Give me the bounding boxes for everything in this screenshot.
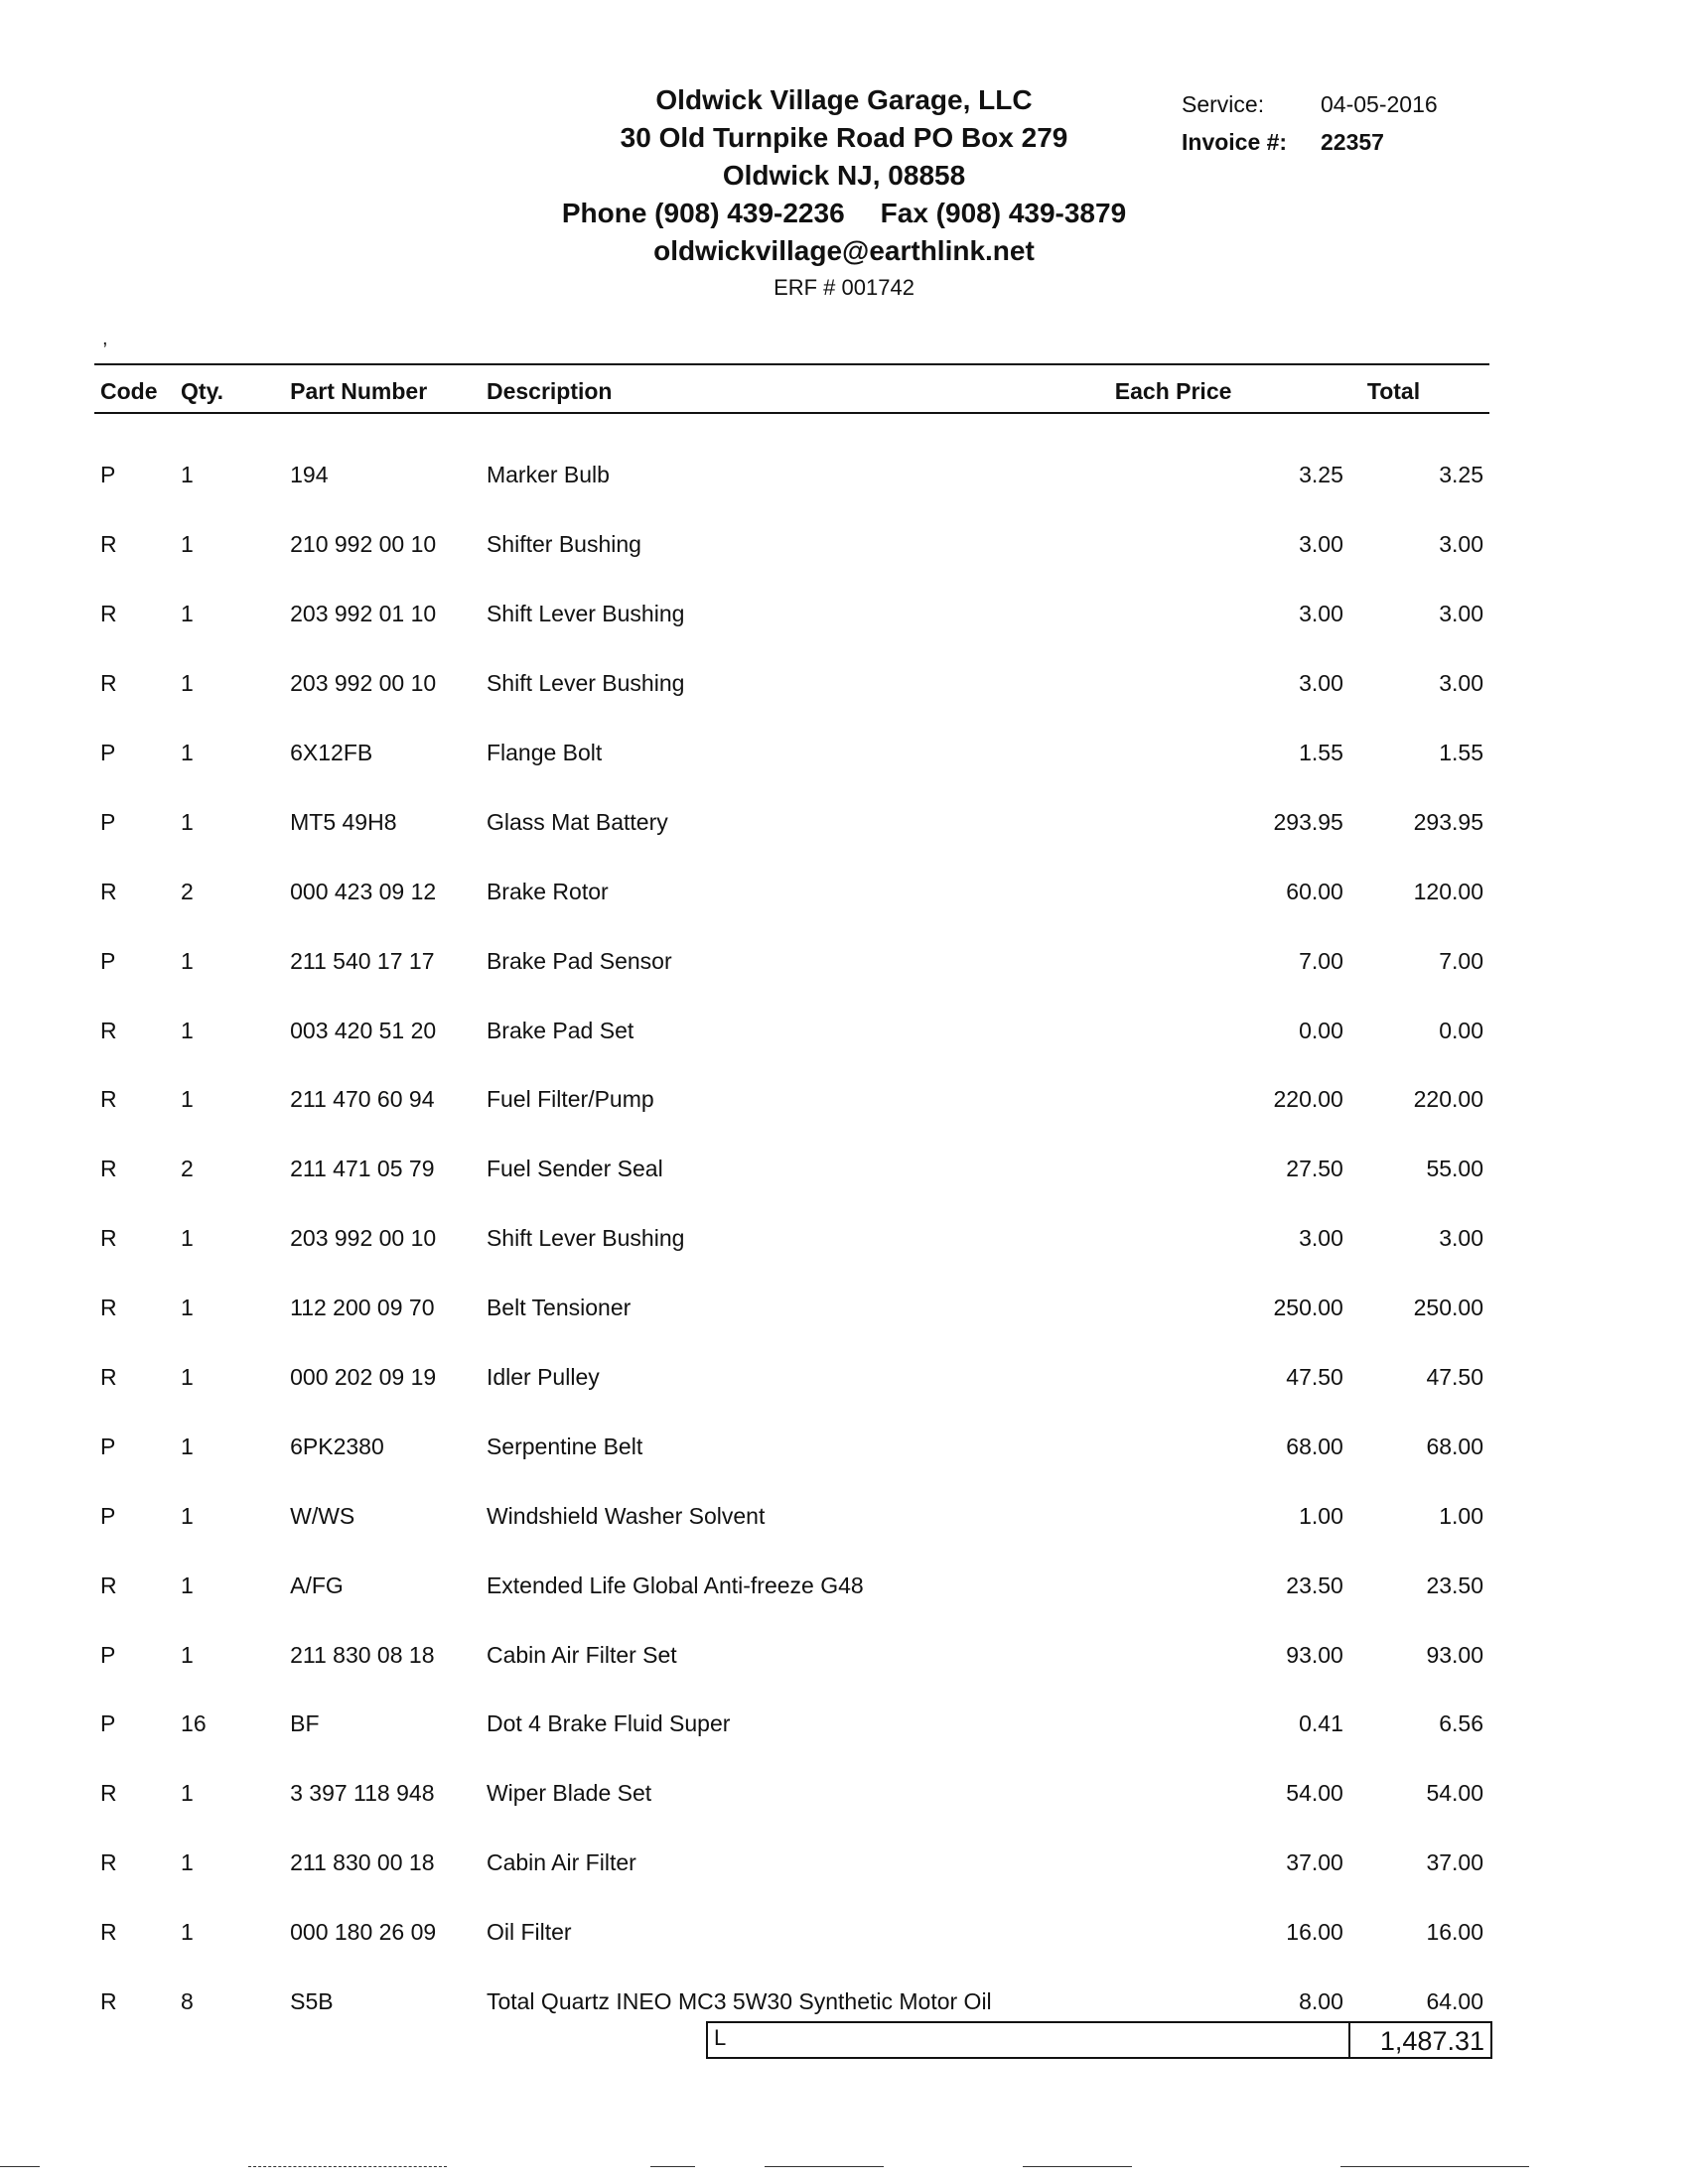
- table-row: [94, 1343, 1489, 1413]
- table-row: [94, 787, 1489, 857]
- row-description: Shifter Bushing: [486, 531, 641, 558]
- scan-artifact: [1023, 2166, 1132, 2167]
- row-qty: 1: [181, 1641, 194, 1668]
- row-total: 64.00: [1426, 1988, 1483, 2015]
- row-part-number: A/FG: [290, 1571, 344, 1598]
- row-code: R: [100, 878, 117, 904]
- table-row: [94, 996, 1489, 1065]
- company-header: [496, 81, 1192, 304]
- row-description: Brake Rotor: [486, 878, 609, 904]
- row-each-price: 3.00: [1299, 670, 1343, 697]
- row-description: Cabin Air Filter Set: [486, 1641, 677, 1668]
- row-qty: 1: [181, 601, 194, 627]
- row-code: R: [100, 1295, 117, 1321]
- invoice-meta: [1182, 85, 1438, 161]
- table-row: [94, 719, 1489, 788]
- scan-artifact: [650, 2166, 695, 2167]
- row-qty: 1: [181, 462, 194, 488]
- row-description: Flange Bolt: [486, 740, 603, 765]
- row-code: P: [100, 1710, 116, 1737]
- row-part-number: 211 471 05 79: [290, 1156, 435, 1182]
- row-total: 55.00: [1426, 1156, 1483, 1182]
- row-each-price: 3.00: [1299, 1225, 1343, 1252]
- table-row: [94, 1412, 1489, 1481]
- row-qty: 1: [181, 1571, 194, 1598]
- row-description: Fuel Sender Seal: [486, 1156, 663, 1182]
- row-part-number: 112 200 09 70: [290, 1295, 435, 1321]
- table-row: [94, 1065, 1489, 1135]
- row-qty: 1: [181, 1295, 194, 1321]
- row-code: R: [100, 1571, 117, 1598]
- invoice-label: Invoice #:: [1182, 129, 1288, 155]
- row-code: P: [100, 1641, 116, 1668]
- row-each-price: 7.00: [1299, 947, 1343, 974]
- row-description: Brake Pad Sensor: [486, 947, 672, 974]
- row-part-number: 210 992 00 10: [290, 531, 437, 558]
- row-qty: 1: [181, 1849, 194, 1876]
- row-qty: 2: [181, 878, 194, 904]
- row-each-price: 8.00: [1299, 1988, 1343, 2015]
- row-part-number: 3 397 118 948: [290, 1780, 435, 1807]
- row-description: Extended Life Global Anti-freeze G48: [486, 1571, 864, 1598]
- row-part-number: BF: [290, 1710, 320, 1737]
- row-total: 3.00: [1439, 1225, 1483, 1252]
- row-part-number: 211 830 00 18: [290, 1849, 435, 1876]
- total-divider: [1348, 2023, 1350, 2057]
- row-each-price: 220.00: [1273, 1086, 1343, 1113]
- row-description: Cabin Air Filter: [486, 1849, 636, 1876]
- row-each-price: 1.55: [1299, 740, 1343, 765]
- row-each-price: 27.50: [1286, 1156, 1343, 1182]
- row-total: 6.56: [1439, 1710, 1483, 1737]
- row-total: 23.50: [1426, 1571, 1483, 1598]
- row-qty: 1: [181, 670, 194, 697]
- row-part-number: MT5 49H8: [290, 808, 397, 835]
- row-total: 47.50: [1426, 1364, 1483, 1391]
- row-qty: 1: [181, 947, 194, 974]
- row-each-price: 60.00: [1286, 878, 1343, 904]
- row-qty: 1: [181, 1502, 194, 1529]
- table-row: [94, 1759, 1489, 1829]
- row-description: Brake Pad Set: [486, 1017, 634, 1043]
- company-name: Oldwick Village Garage, LLC: [655, 84, 1033, 115]
- row-code: R: [100, 1919, 117, 1946]
- row-each-price: 93.00: [1286, 1641, 1343, 1668]
- col-part-number: Part Number: [290, 377, 428, 404]
- row-part-number: 000 423 09 12: [290, 878, 437, 904]
- row-total: 1.55: [1439, 740, 1483, 765]
- row-code: R: [100, 1364, 117, 1391]
- row-each-price: 47.50: [1286, 1364, 1343, 1391]
- row-code: P: [100, 1502, 116, 1529]
- table-row: [94, 1620, 1489, 1690]
- row-description: Idler Pulley: [486, 1364, 600, 1391]
- row-qty: 1: [181, 1017, 194, 1043]
- row-each-price: 37.00: [1286, 1849, 1343, 1876]
- table-row: [94, 1829, 1489, 1898]
- row-each-price: 16.00: [1286, 1919, 1343, 1946]
- table-row: [94, 1690, 1489, 1759]
- row-description: Shift Lever Bushing: [486, 601, 685, 627]
- row-part-number: 211 470 60 94: [290, 1086, 435, 1113]
- scan-artifact: [1340, 2166, 1529, 2167]
- service-row: [1182, 85, 1438, 123]
- company-city: Oldwick NJ, 08858: [722, 160, 966, 191]
- row-total: 1.00: [1439, 1502, 1483, 1529]
- service-date: 04-05-2016: [1321, 91, 1438, 117]
- invoice-number: 22357: [1321, 129, 1384, 155]
- row-total: 0.00: [1439, 1017, 1483, 1043]
- row-total: 220.00: [1413, 1086, 1483, 1113]
- row-description: Serpentine Belt: [486, 1433, 643, 1459]
- row-each-price: 68.00: [1286, 1433, 1343, 1459]
- row-code: R: [100, 1849, 117, 1876]
- row-each-price: 54.00: [1286, 1780, 1343, 1807]
- row-part-number: W/WS: [290, 1502, 355, 1529]
- row-total: 3.00: [1439, 531, 1483, 558]
- row-code: R: [100, 601, 117, 627]
- erf-number: ERF # 001742: [774, 275, 914, 300]
- row-code: P: [100, 808, 116, 835]
- row-part-number: 003 420 51 20: [290, 1017, 437, 1043]
- row-code: P: [100, 462, 116, 488]
- table-row: [94, 1274, 1489, 1343]
- row-description: Marker Bulb: [486, 462, 610, 488]
- row-part-number: 211 830 08 18: [290, 1641, 435, 1668]
- row-total: 54.00: [1426, 1780, 1483, 1807]
- table-row: [94, 1135, 1489, 1204]
- col-description: Description: [486, 377, 613, 404]
- stray-mark: ,: [102, 328, 108, 349]
- table-row: [94, 926, 1489, 996]
- row-part-number: 6X12FB: [290, 740, 373, 765]
- header-top-rule: [94, 363, 1489, 365]
- row-each-price: 0.00: [1299, 1017, 1343, 1043]
- service-label: Service:: [1182, 91, 1265, 117]
- row-each-price: 250.00: [1273, 1295, 1343, 1321]
- row-total: 250.00: [1413, 1295, 1483, 1321]
- row-description: Fuel Filter/Pump: [486, 1086, 654, 1113]
- row-total: 93.00: [1426, 1641, 1483, 1668]
- scan-artifact: [0, 2166, 40, 2167]
- row-code: R: [100, 1988, 117, 2015]
- row-qty: 1: [181, 1086, 194, 1113]
- row-part-number: 000 202 09 19: [290, 1364, 437, 1391]
- table-row: [94, 580, 1489, 649]
- contact-line: [496, 195, 1192, 232]
- company-address: 30 Old Turnpike Road PO Box 279: [620, 122, 1068, 153]
- row-code: R: [100, 1780, 117, 1807]
- grand-total: 1,487.31: [1379, 2026, 1484, 2056]
- company-email: oldwickvillage@earthlink.net: [653, 235, 1035, 266]
- row-description: Shift Lever Bushing: [486, 670, 685, 697]
- row-qty: 1: [181, 808, 194, 835]
- table-row: [94, 1551, 1489, 1620]
- row-description: Belt Tensioner: [486, 1295, 632, 1321]
- line-items-table: [94, 367, 1489, 2036]
- row-code: R: [100, 531, 117, 558]
- row-part-number: 203 992 01 10: [290, 601, 437, 627]
- row-total: 293.95: [1413, 808, 1483, 835]
- grand-total-box: [706, 2021, 1492, 2059]
- row-qty: 1: [181, 531, 194, 558]
- row-description: Windshield Washer Solvent: [486, 1502, 766, 1529]
- col-qty: Qty.: [181, 377, 224, 404]
- row-part-number: 6PK2380: [290, 1433, 384, 1459]
- row-qty: 2: [181, 1156, 194, 1182]
- row-code: R: [100, 670, 117, 697]
- row-qty: 16: [181, 1710, 207, 1737]
- row-each-price: 3.00: [1299, 531, 1343, 558]
- row-qty: 1: [181, 740, 194, 765]
- row-total: 3.00: [1439, 601, 1483, 627]
- row-part-number: S5B: [290, 1988, 334, 2015]
- row-each-price: 293.95: [1273, 808, 1343, 835]
- table-row: [94, 441, 1489, 510]
- scan-artifact: [248, 2166, 447, 2167]
- row-description: Glass Mat Battery: [486, 808, 668, 835]
- row-total: 16.00: [1426, 1919, 1483, 1946]
- row-description: Oil Filter: [486, 1919, 572, 1946]
- row-part-number: 203 992 00 10: [290, 670, 437, 697]
- row-description: Dot 4 Brake Fluid Super: [486, 1710, 731, 1737]
- table-row: [94, 1204, 1489, 1274]
- row-qty: 1: [181, 1780, 194, 1807]
- row-description: Shift Lever Bushing: [486, 1225, 685, 1252]
- row-part-number: 194: [290, 462, 329, 488]
- table-row: [94, 1898, 1489, 1968]
- table-row: [94, 1481, 1489, 1551]
- row-each-price: 3.25: [1299, 462, 1343, 488]
- row-code: R: [100, 1017, 117, 1043]
- row-qty: 1: [181, 1919, 194, 1946]
- row-part-number: 000 180 26 09: [290, 1919, 437, 1946]
- table-row: [94, 510, 1489, 580]
- total-label: L: [714, 2025, 727, 2050]
- col-each-price: Each Price: [1114, 377, 1232, 404]
- row-code: P: [100, 1433, 116, 1459]
- row-code: R: [100, 1086, 117, 1113]
- row-code: P: [100, 740, 116, 765]
- col-total: Total: [1366, 377, 1421, 404]
- row-total: 7.00: [1439, 947, 1483, 974]
- row-total: 3.25: [1439, 462, 1483, 488]
- table-header-row: [94, 367, 1489, 415]
- row-code: P: [100, 947, 116, 974]
- row-each-price: 1.00: [1299, 1502, 1343, 1529]
- row-each-price: 3.00: [1299, 601, 1343, 627]
- row-description: Total Quartz INEO MC3 5W30 Synthetic Motor Oil: [486, 1988, 992, 2015]
- row-qty: 1: [181, 1225, 194, 1252]
- row-part-number: 203 992 00 10: [290, 1225, 437, 1252]
- row-total: 37.00: [1426, 1849, 1483, 1876]
- row-each-price: 0.41: [1299, 1710, 1343, 1737]
- table-row: [94, 649, 1489, 719]
- row-code: R: [100, 1156, 117, 1182]
- row-each-price: 23.50: [1286, 1571, 1343, 1598]
- row-description: Wiper Blade Set: [486, 1780, 652, 1807]
- table-row: [94, 857, 1489, 926]
- row-part-number: 211 540 17 17: [290, 947, 435, 974]
- row-qty: 1: [181, 1364, 194, 1391]
- row-qty: 1: [181, 1433, 194, 1459]
- row-total: 3.00: [1439, 670, 1483, 697]
- phone-number: Phone (908) 439-2236: [561, 198, 845, 228]
- line-items-body: [94, 415, 1489, 2036]
- fax-number: Fax (908) 439-3879: [880, 198, 1127, 228]
- invoice-row: [1182, 123, 1438, 161]
- row-total: 68.00: [1426, 1433, 1483, 1459]
- scan-artifact: [765, 2166, 884, 2167]
- row-code: R: [100, 1225, 117, 1252]
- col-code: Code: [100, 377, 158, 404]
- row-qty: 8: [181, 1988, 194, 2015]
- row-total: 120.00: [1413, 878, 1483, 904]
